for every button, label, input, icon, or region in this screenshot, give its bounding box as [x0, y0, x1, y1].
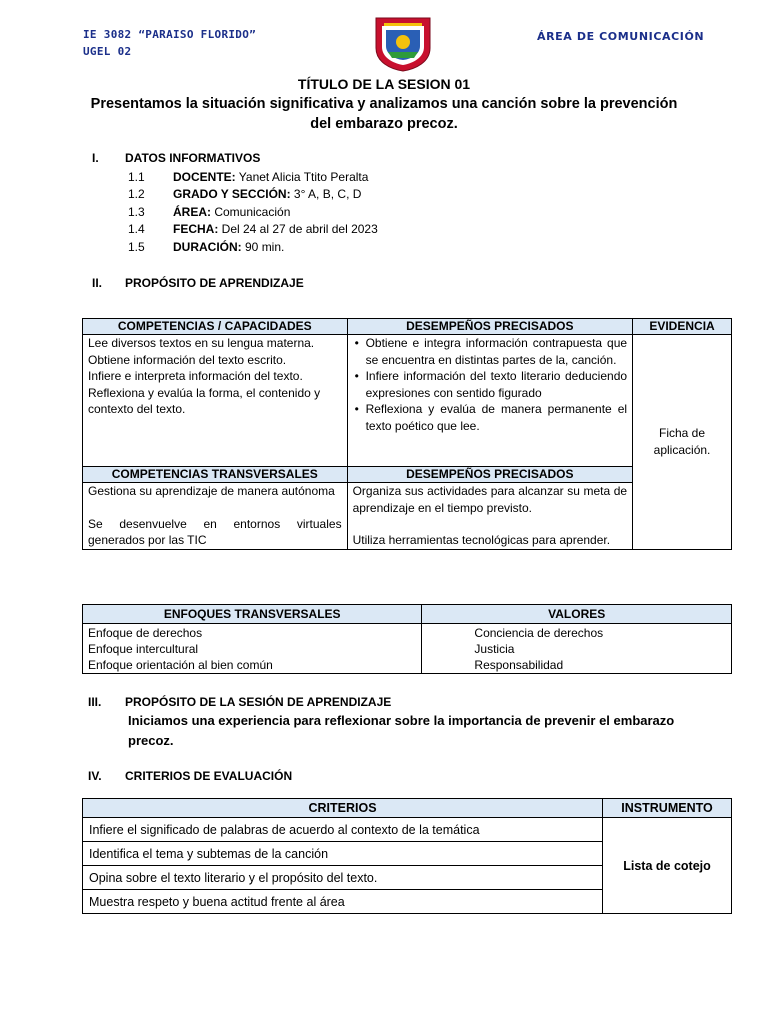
competencias-cell: [83, 335, 348, 467]
criterio-row: Identifica el tema y subtemas de la canción: [83, 842, 603, 866]
desempeno-2-1: Organiza sus actividades para alcanzar su meta de aprendizaje en el tiempo previsto.: [352, 484, 628, 515]
item-number: 1.4: [128, 222, 145, 236]
transversales-cell: [83, 483, 348, 550]
transversal-2: Se desenvuelve en entornos virtuales generados por las TIC: [88, 516, 342, 547]
criterio-row: Infiere el significado de palabras de acuerdo al contexto de la temática: [83, 818, 603, 842]
col-header-transversales: COMPETENCIAS TRANSVERSALES: [83, 467, 348, 483]
col-header-evidencia: EVIDENCIA: [633, 319, 732, 335]
item-label-value: DURACIÓN: 90 min.: [173, 240, 285, 254]
criterio-row: Muestra respeto y buena actitud frente al área: [83, 890, 603, 914]
valores-cell: [422, 624, 732, 674]
session-subtitle: Presentamos la situación significativa y analizamos una canción sobre la prevención del embarazo precoz.: [90, 96, 678, 132]
session-purpose-text: Iniciamos una experiencia para reflexionar sobre la importancia de prevenir el embarazo precoz.: [128, 713, 675, 748]
enfoque-item: Enfoque intercultural: [88, 642, 199, 656]
competencies-table: [82, 318, 732, 550]
enfoque-item: Enfoque de derechos: [88, 626, 203, 640]
item-number: 1.1: [128, 170, 145, 184]
col-header-criterios: CRITERIOS: [83, 799, 603, 818]
school-header: [83, 26, 256, 60]
enfoque-item: Enfoque orientación al bien común: [88, 658, 273, 672]
transversal-1: Gestiona su aprendizaje de manera autónoma: [88, 484, 335, 498]
col-header-instrumento: INSTRUMENTO: [603, 799, 732, 818]
ugel-name: UGEL 02: [83, 45, 132, 58]
criteria-table: [82, 798, 732, 914]
item-number: 1.3: [128, 205, 145, 219]
school-crest-logo: [370, 14, 436, 72]
desempenos-2-cell: [347, 483, 632, 550]
section-number: IV.: [88, 769, 102, 783]
desempeno-bullet: • Infiere información del texto literario deduciendo expresiones con sentido figurado: [366, 368, 627, 401]
item-number: 1.2: [128, 187, 145, 201]
col-header-desempenos-2: DESEMPEÑOS PRECISADOS: [347, 467, 632, 483]
valor-item: Responsabilidad: [474, 658, 564, 672]
desempeno-2-2: Utiliza herramientas tecnológicas para aprender.: [352, 533, 611, 547]
section-number: II.: [92, 276, 103, 290]
desempenos-cell: [347, 335, 632, 467]
evidence-text: Ficha de aplicación.: [653, 426, 711, 457]
school-name: IE 3082 “PARAISO FLORIDO”: [83, 28, 257, 41]
section-number: III.: [88, 695, 102, 709]
competencia-line: Reflexiona y evalúa la forma, el contenido y contexto del texto.: [88, 385, 321, 416]
section-number: I.: [92, 151, 99, 165]
desempeno-bullet: • Obtiene e integra información contrapuesta que se encuentra en distintas partes de la, canción.: [366, 335, 627, 368]
competencia-line: Lee diversos textos en su lengua materna.: [88, 336, 315, 350]
item-number: 1.5: [128, 240, 145, 254]
section-title: PROPÓSITO DE APRENDIZAJE: [125, 276, 304, 290]
section-title: PROPÓSITO DE LA SESIÓN DE APRENDIZAJE: [125, 695, 392, 709]
item-label-value: GRADO Y SECCIÓN: 3° A, B, C, D: [173, 187, 362, 201]
section-title: DATOS INFORMATIVOS: [125, 151, 261, 165]
valor-item: Justicia: [474, 642, 515, 656]
enfoques-cell: [83, 624, 422, 674]
evidencia-cell: [633, 335, 732, 550]
section-title: CRITERIOS DE EVALUACIÓN: [125, 769, 293, 783]
area-header: ÁREA DE COMUNICACIÓN: [537, 30, 705, 43]
enfoques-table: [82, 604, 732, 674]
col-header-competencias: COMPETENCIAS / CAPACIDADES: [83, 319, 348, 335]
competencia-line: Obtiene información del texto escrito.: [88, 352, 287, 367]
desempeno-bullet: • Reflexiona y evalúa de manera permanente el texto poético que lee.: [366, 401, 627, 434]
col-header-valores: VALORES: [422, 605, 732, 624]
criterio-row: Opina sobre el texto literario y el propósito del texto.: [83, 866, 603, 890]
competencia-line: Infiere e interpreta información del texto.: [88, 369, 303, 383]
instrumento-cell: Lista de cotejo: [603, 818, 732, 914]
item-label-value: DOCENTE: Yanet Alicia Ttito Peralta: [173, 170, 369, 184]
col-header-enfoques: ENFOQUES TRANSVERSALES: [83, 605, 422, 624]
col-header-desempenos: DESEMPEÑOS PRECISADOS: [347, 319, 632, 335]
item-label-value: FECHA: Del 24 al 27 de abril del 2023: [173, 222, 378, 236]
valor-item: Conciencia de derechos: [474, 626, 604, 640]
session-title: TÍTULO DE LA SESION 01: [297, 76, 471, 92]
item-label-value: ÁREA: Comunicación: [173, 205, 291, 219]
